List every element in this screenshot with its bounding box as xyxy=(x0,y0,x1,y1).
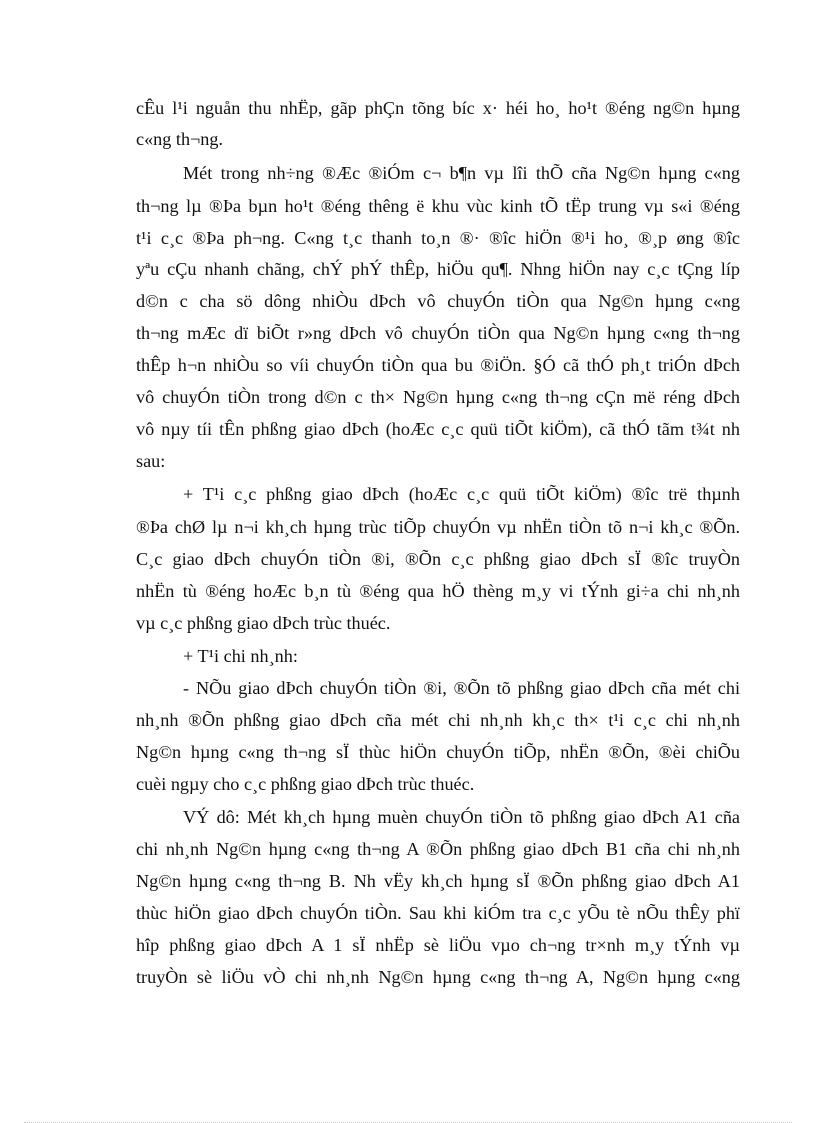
paragraph-line: Ng©n hµng c«ng th¬ng sÏ thùc hiÖn chuyÓn tiÕp, nhËn ®Õn, ®èi chiÕu xyxy=(136,742,740,762)
paragraph-line: nhËn tù ®éng hoÆc b¸n tù ®éng qua hÖ thèng m¸y vi tÝnh gi÷a chi nh¸nh xyxy=(136,581,740,601)
paragraph-line: Mét trong nh÷ng ®Æc ®iÓm c¬ b¶n vµ lîi thÕ cña Ng©n hµng c«ng xyxy=(183,163,740,183)
paragraph-line: vô nµy tíi tÊn phßng giao dÞch (hoÆc c¸c quü tiÕt kiÖm), cã thÓ tãm t¾t nh xyxy=(136,419,740,439)
paragraph-line: ®Þa chØ lµ n¬i kh¸ch hµng trùc tiÕp chuyÓn vµ nhËn tiÒn tõ n¬i kh¸c ®Õn. xyxy=(136,517,740,537)
paragraph-line: thùc hiÖn giao dÞch chuyÓn tiÒn. Sau khi kiÓm tra c¸c yÕu tè nÕu thÊy phï xyxy=(136,903,740,923)
paragraph-line: cuèi ngµy cho c¸c phßng giao dÞch trùc thuéc. xyxy=(136,774,475,794)
paragraph-line: vô chuyÓn tiÒn trong d©n c th× Ng©n hµng c«ng th¬ng cÇn më réng dÞch xyxy=(136,387,740,407)
paragraph-line: + T¹i c¸c phßng giao dÞch (hoÆc c¸c quü tiÕt kiÖm) ®îc trë thµnh xyxy=(183,484,740,504)
paragraph-line: hîp phßng giao dÞch A 1 sÏ nhËp sè liÖu vµo ch¬ng tr×nh m¸y tÝnh vµ xyxy=(136,935,740,955)
paragraph-line: sau: xyxy=(136,451,166,471)
paragraph-line: chi nh¸nh Ng©n hµng c«ng th¬ng A ®Õn phßng giao dÞch B1 cña chi nh¸nh xyxy=(136,839,740,859)
paragraph-line: cÊu l¹i nguån thu nhËp, gãp phÇn tõng bíc x· héi ho¸ ho¹t ®éng ng©n hµng xyxy=(136,98,740,118)
paragraph-line: VÝ dô: Mét kh¸ch hµng muèn chuyÓn tiÒn tõ phßng giao dÞch A1 cña xyxy=(183,807,740,827)
paragraph-line: nh¸nh ®Õn phßng giao dÞch cña mét chi nh¸nh kh¸c th× t¹i c¸c chi nh¸nh xyxy=(136,710,740,730)
paragraph-line: t¹i c¸c ®Þa ph¬ng. C«ng t¸c thanh to¸n ®· ®îc hiÖn ®¹i ho¸ ®¸p øng ®îc xyxy=(136,228,740,248)
paragraph-line: Ng©n hµng c«ng th¬ng B. Nh vËy kh¸ch hµng sÏ ®Õn phßng giao dÞch A1 xyxy=(136,871,740,891)
paragraph-line: - NÕu giao dÞch chuyÓn tiÒn ®i, ®Õn tõ phßng giao dÞch cña mét chi xyxy=(183,678,740,698)
paragraph-line: th¬ng lµ ®Þa bµn ho¹t ®éng thêng ë khu vùc kinh tÕ tËp trung vµ s«i ®éng xyxy=(136,196,740,216)
paragraph-line: + T¹i chi nh¸nh: xyxy=(183,646,298,666)
paragraph-line: vµ c¸c phßng giao dÞch trùc thuéc. xyxy=(136,613,391,633)
paragraph-line: C¸c giao dÞch chuyÓn tiÒn ®i, ®Õn c¸c phßng giao dÞch sÏ ®îc truyÒn xyxy=(136,549,740,569)
paragraph-line: yªu cÇu nhanh chãng, chÝ phÝ thÊp, hiÖu qu¶. Nhng hiÖn nay c¸c tÇng líp xyxy=(136,259,740,279)
paragraph-line: c«ng th¬ng. xyxy=(136,129,224,149)
paragraph-line: d©n c cha sö dông nhiÒu dÞch vô chuyÓn tiÒn qua Ng©n hµng c«ng xyxy=(136,291,740,311)
paragraph-line: thÊp h¬n nhiÒu so víi chuyÓn tiÒn qua bu ®iÖn. §Ó cã thÓ ph¸t triÓn dÞch xyxy=(136,355,740,375)
paragraph-line: th¬ng mÆc dï biÕt r»ng dÞch vô chuyÓn tiÒn qua Ng©n hµng c«ng th¬ng xyxy=(136,323,740,343)
paragraph-line: truyÒn sè liÖu vÒ chi nh¸nh Ng©n hµng c«ng th¬ng A, Ng©n hµng c«ng xyxy=(136,967,740,987)
